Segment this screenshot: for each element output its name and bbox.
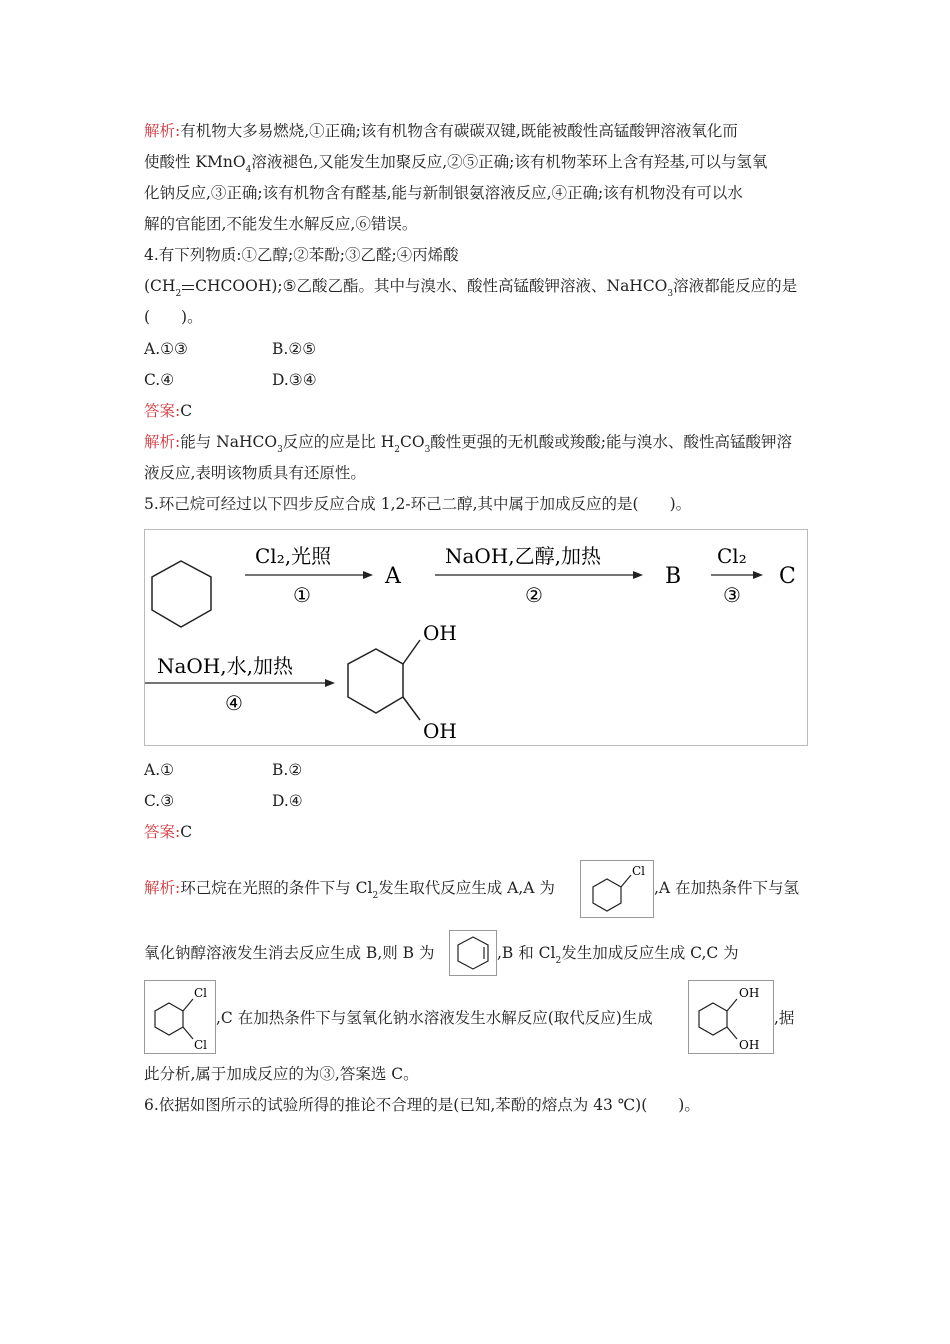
q5-analysis-line4: 此分析,属于加成反应的为③,答案选 C。 bbox=[144, 1065, 419, 1083]
c-oh-bond-2 bbox=[727, 1027, 737, 1039]
reaction1-conditions: Cl₂,光照 bbox=[255, 544, 332, 568]
q5-analysis-line3-tail: ,据 bbox=[774, 1009, 795, 1027]
reaction-scheme-svg bbox=[145, 530, 807, 745]
reaction3-conditions: Cl₂ bbox=[717, 544, 747, 568]
reaction4-number: ④ bbox=[225, 691, 243, 715]
reaction2-conditions: NaOH,乙醇,加热 bbox=[445, 544, 601, 568]
q5-option-a: A.① bbox=[144, 761, 175, 779]
reaction2-arrowhead bbox=[633, 571, 643, 579]
dichloro-ring bbox=[155, 1003, 183, 1035]
q5-option-b: B.② bbox=[272, 761, 303, 779]
q5-answer: 答案:C bbox=[144, 823, 193, 841]
q5-option-d: D.④ bbox=[272, 792, 303, 810]
q4-stem-line2: ($CH_2$ CHCOOH);⑤乙酸乙酯。其中与溴水、酸性高锰酸钾溶液、NaHCO$_3$溶液都能反应的是 bbox=[144, 277, 798, 299]
q4-option-d: D.③④ bbox=[272, 371, 317, 389]
compound-b: B bbox=[665, 564, 682, 589]
double-bond-icon bbox=[182, 285, 194, 290]
c-oh-bond-1 bbox=[727, 999, 737, 1011]
reaction4-arrowhead bbox=[325, 679, 335, 687]
reaction1-number: ① bbox=[293, 583, 311, 607]
chlorocyclohexane-image bbox=[580, 860, 654, 918]
q5-analysis-line1: 解析:环己烷在光照的条件下与 $Cl_2$发生取代反应生成 A,A 为 bbox=[144, 879, 555, 901]
q3-analysis-line1: 解析:有机物大多易燃烧,①正确;该有机物含有碳碳双键,既能被酸性高锰酸钾溶液氧化而 bbox=[144, 122, 738, 140]
cl-label-2: Cl bbox=[194, 1038, 208, 1052]
oh-small-label-2: OH bbox=[739, 1038, 760, 1052]
c-cl-bond-2 bbox=[183, 1027, 193, 1039]
oh-bond-top bbox=[403, 640, 420, 664]
reaction4-conditions: NaOH,水,加热 bbox=[157, 654, 293, 678]
q4-option-a: A.①③ bbox=[144, 340, 188, 358]
c-cl-bond-1 bbox=[183, 999, 193, 1011]
compound-c: C bbox=[779, 564, 796, 589]
compound-a: A bbox=[385, 564, 401, 589]
q4-analysis-line2: 液反应,表明该物质具有还原性。 bbox=[144, 464, 366, 482]
q5-analysis-line2-tail: ,B 和 $Cl_2$发生加成反应生成 C,C 为 bbox=[497, 944, 739, 966]
oh-label-bottom: OH bbox=[423, 719, 457, 743]
q5-analysis-line1-tail: ,A 在加热条件下与氢 bbox=[654, 879, 800, 897]
q5-analysis-line2: 氧化钠醇溶液发生消去反应生成 B,则 B 为 bbox=[144, 944, 435, 962]
chlorocyclohexane-ring bbox=[593, 879, 621, 911]
q4-stem-line1: 4.有下列物质:①乙醇;②苯酚;③乙醛;④丙烯酸 bbox=[144, 246, 459, 264]
cyclohexanediol-image bbox=[688, 980, 774, 1054]
q5-stem: 5.环己烷可经过以下四步反应合成 1,2-环己二醇,其中属于加成反应的是( )。 bbox=[144, 495, 692, 513]
reaction3-number: ③ bbox=[723, 583, 741, 607]
q6-stem: 6.依据如图所示的试验所得的推论不合理的是(已知,苯酚的熔点为 43 ℃)( )。 bbox=[144, 1096, 700, 1114]
q3-analysis-line2: 使酸性 KMnO$_4$溶液褪色,又能发生加聚反应,②⑤正确;该有机物苯环上含有羟基,可以与氢氧 bbox=[144, 153, 768, 175]
q4-option-c: C.④ bbox=[144, 371, 175, 389]
cyclohexane-ring bbox=[152, 561, 211, 627]
q3-analysis-line4: 解的官能团,不能发生水解反应,⑥错误。 bbox=[144, 215, 418, 233]
diol-ring bbox=[348, 649, 403, 713]
q4-option-b: B.②⑤ bbox=[272, 340, 317, 358]
cyclohexene-image bbox=[449, 930, 497, 976]
reaction1-arrowhead bbox=[363, 571, 373, 579]
cl-label: Cl bbox=[632, 864, 646, 878]
q4-answer: 答案:C bbox=[144, 402, 193, 420]
c-cl-bond bbox=[621, 875, 631, 887]
dichlorocyclohexane-image bbox=[144, 980, 216, 1054]
oh-small-label-1: OH bbox=[739, 986, 760, 1000]
q5-option-c: C.③ bbox=[144, 792, 175, 810]
oh-label-top: OH bbox=[423, 621, 457, 645]
q4-stem-line3: ( )。 bbox=[144, 308, 203, 326]
reaction-scheme bbox=[144, 529, 808, 746]
reaction2-number: ② bbox=[525, 583, 543, 607]
q4-analysis-line1: 解析:能与 NaHCO$_3$反应的应是比 $H_2CO_3$酸性更强的无机酸或羧酸;能与溴水、酸性高锰酸钾溶 bbox=[144, 433, 793, 455]
oh-bond-bottom bbox=[403, 697, 420, 720]
reaction3-arrowhead bbox=[753, 571, 763, 579]
q5-analysis-line3: ,C 在加热条件下与氢氧化钠水溶液发生水解反应(取代反应)生成 bbox=[216, 1009, 653, 1027]
diol-small-ring bbox=[699, 1003, 727, 1035]
q3-analysis-line3: 化钠反应,③正确;该有机物含有醛基,能与新制银氨溶液反应,④正确;该有机物没有可以水 bbox=[144, 184, 743, 202]
cl-label-1: Cl bbox=[194, 986, 208, 1000]
